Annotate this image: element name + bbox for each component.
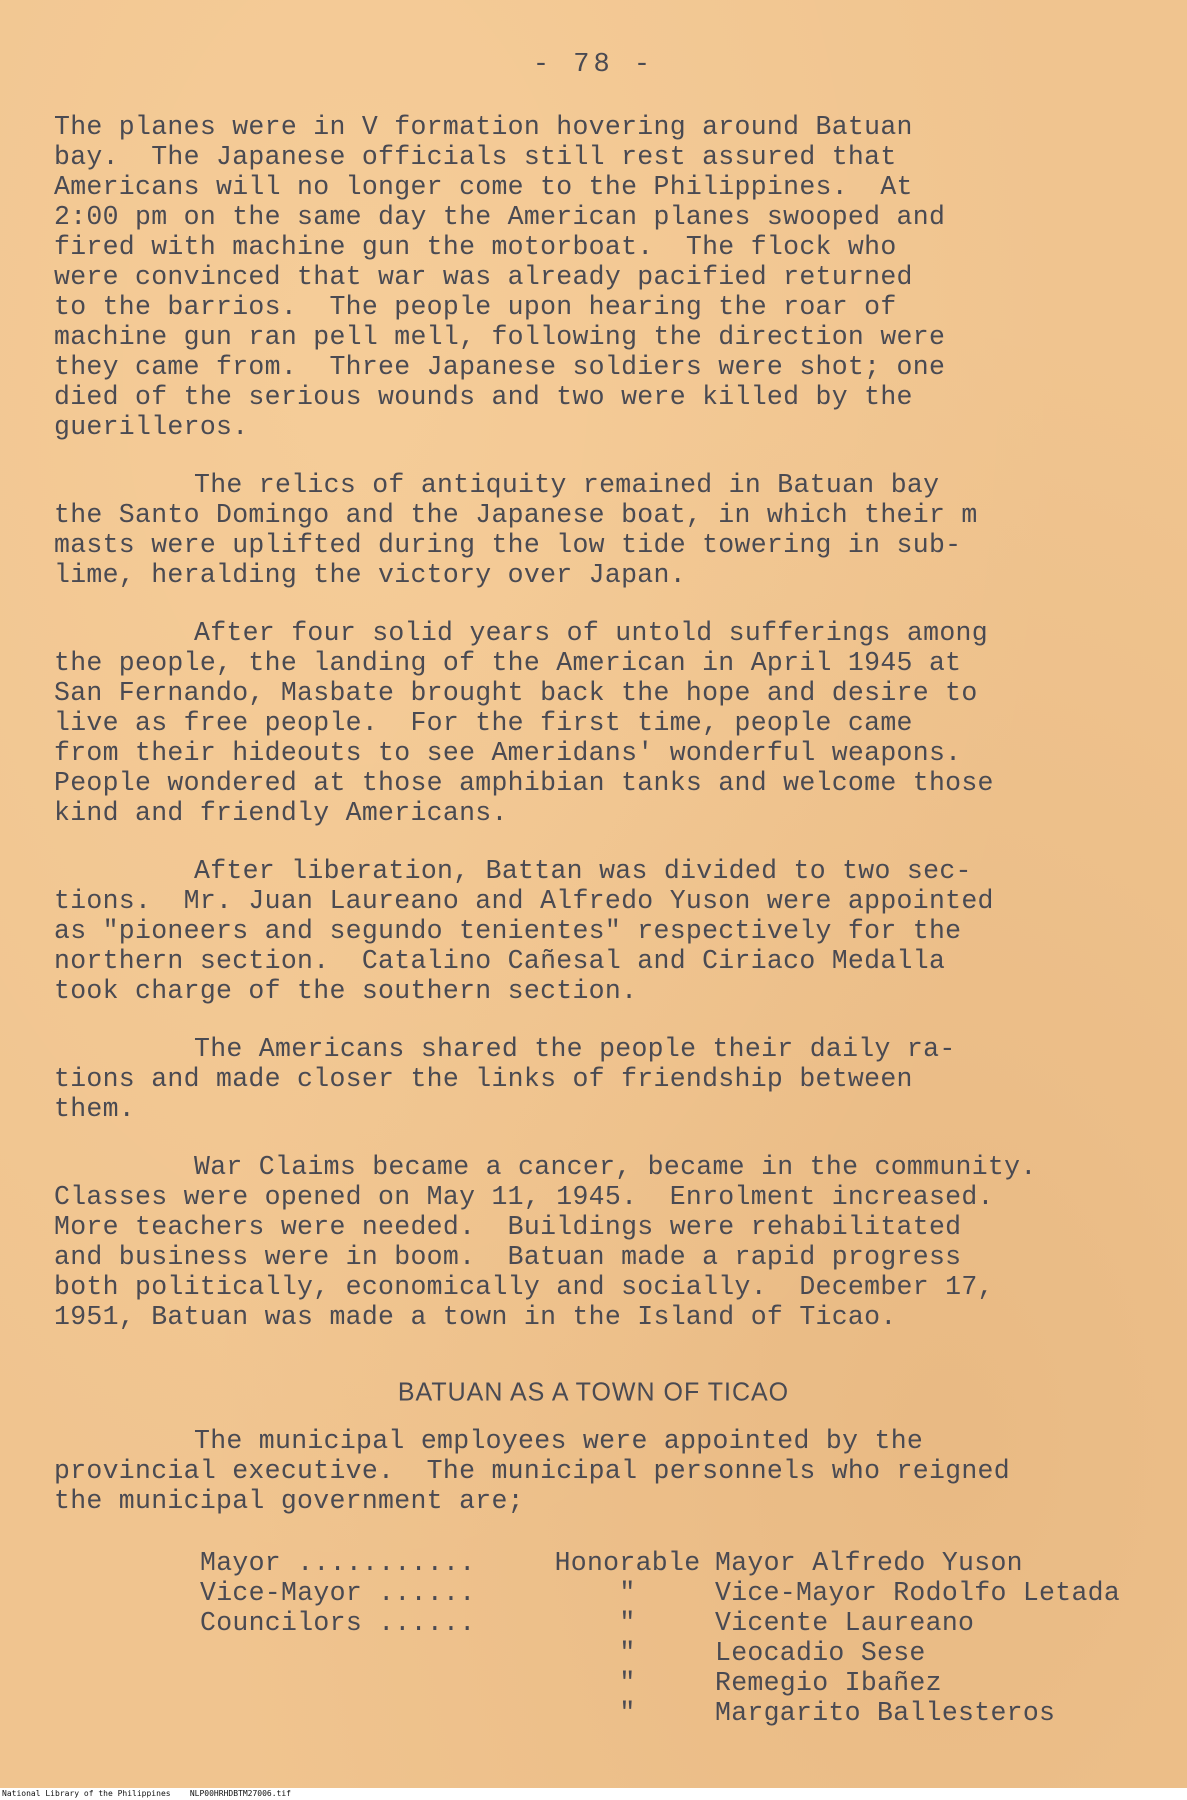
text-line: After four solid years of untold sufferings among bbox=[194, 618, 988, 648]
official-name: Remegio Ibañez bbox=[715, 1668, 942, 1698]
official-row bbox=[200, 1638, 1180, 1668]
official-name: Mayor Alfredo Yuson bbox=[715, 1548, 1023, 1578]
official-position: Councilors ...... bbox=[200, 1608, 476, 1638]
official-row bbox=[200, 1578, 1180, 1608]
official-position: Vice-Mayor ...... bbox=[200, 1578, 476, 1608]
official-position bbox=[200, 1638, 540, 1668]
paragraph-6 bbox=[54, 1152, 1164, 1332]
text-line: masts were uplifted during the low tide towering in sub- bbox=[54, 530, 962, 560]
footer-file-id: NLP00HRHDBTM27006.tif bbox=[189, 1789, 291, 1798]
text-line: both politically, economically and socially. December 17, bbox=[54, 1272, 994, 1302]
text-line: were convinced that war was already pacified returned bbox=[54, 262, 913, 292]
official-name: Leocadio Sese bbox=[715, 1638, 926, 1668]
official-honorific: " bbox=[619, 1608, 636, 1638]
official-position bbox=[200, 1668, 540, 1698]
official-position bbox=[200, 1698, 540, 1728]
section-heading: BATUAN AS A TOWN OF TICAO bbox=[397, 1377, 790, 1407]
text-line: Classes were opened on May 11, 1945. Enrolment increased. bbox=[54, 1182, 994, 1212]
official-honorific: " bbox=[619, 1698, 636, 1728]
official-name: Margarito Ballesteros bbox=[715, 1698, 1056, 1728]
paragraph-5 bbox=[54, 1034, 1164, 1124]
text-line: they came from. Three Japanese soldiers were shot; one bbox=[54, 352, 946, 382]
text-line: tions and made closer the links of friendship between bbox=[54, 1064, 913, 1094]
official-position: Mayor ........... bbox=[200, 1548, 476, 1578]
official-row bbox=[200, 1608, 1180, 1638]
paragraph-3 bbox=[54, 618, 1164, 828]
text-line: People wondered at those amphibian tanks and welcome those bbox=[54, 768, 994, 798]
official-row bbox=[200, 1548, 1180, 1578]
text-line: Americans will no longer come to the Philippines. At bbox=[54, 172, 913, 202]
official-name: Vice-Mayor Rodolfo Letada bbox=[715, 1578, 1121, 1608]
text-line: bay. The Japanese officials still rest assured that bbox=[54, 142, 897, 172]
text-line: kind and friendly Americans. bbox=[54, 798, 508, 828]
text-line: northern section. Catalino Cañesal and Ciriaco Medalla bbox=[54, 946, 946, 976]
official-honorific: Honorable bbox=[554, 1548, 701, 1578]
text-line: 2:00 pm on the same day the American planes swooped and bbox=[54, 202, 946, 232]
text-line: as "pioneers and segundo tenientes" respectively for the bbox=[54, 916, 962, 946]
footer-library: National Library of the Philippines bbox=[2, 1789, 171, 1798]
text-line: the Santo Domingo and the Japanese boat, in which their m bbox=[54, 500, 978, 530]
text-line: fired with machine gun the motorboat. The flock who bbox=[54, 232, 897, 262]
paragraph-4 bbox=[54, 856, 1164, 1006]
text-line: The Americans shared the people their daily ra- bbox=[194, 1034, 956, 1064]
text-line: them. bbox=[54, 1094, 136, 1124]
text-line: War Claims became a cancer, became in the community. bbox=[194, 1152, 1037, 1182]
page-number: - 78 - bbox=[532, 50, 655, 80]
text-line: machine gun ran pell mell, following the direction were bbox=[54, 322, 946, 352]
text-line: After liberation, Battan was divided to two sec- bbox=[194, 856, 972, 886]
text-line: The municipal employees were appointed by the bbox=[194, 1426, 924, 1456]
text-line: The planes were in V formation hovering around Batuan bbox=[54, 112, 913, 142]
official-row bbox=[200, 1668, 1180, 1698]
text-line: 1951, Batuan was made a town in the Island of Ticao. bbox=[54, 1302, 897, 1332]
text-line: provincial executive. The municipal personnels who reigned bbox=[54, 1456, 1010, 1486]
text-line: and business were in boom. Batuan made a rapid progress bbox=[54, 1242, 962, 1272]
text-line: San Fernando, Masbate brought back the hope and desire to bbox=[54, 678, 978, 708]
body-text bbox=[54, 112, 1164, 1360]
official-name: Vicente Laureano bbox=[715, 1608, 975, 1638]
text-line: to the barrios. The people upon hearing the roar of bbox=[54, 292, 897, 322]
paragraph-2 bbox=[54, 470, 1164, 590]
official-row bbox=[200, 1698, 1180, 1728]
text-line: took charge of the southern section. bbox=[54, 976, 638, 1006]
text-line: live as free people. For the first time, people came bbox=[54, 708, 913, 738]
text-line: the people, the landing of the American in April 1945 at bbox=[54, 648, 962, 678]
official-honorific: " bbox=[619, 1638, 636, 1668]
closing-paragraph bbox=[54, 1426, 1164, 1516]
text-line: tions. Mr. Juan Laureano and Alfredo Yuson were appointed bbox=[54, 886, 994, 916]
paragraph-1 bbox=[54, 112, 1164, 442]
text-line: guerilleros. bbox=[54, 412, 249, 442]
text-line: the municipal government are; bbox=[54, 1486, 524, 1516]
official-honorific: " bbox=[619, 1578, 636, 1608]
text-line: died of the serious wounds and two were killed by the bbox=[54, 382, 913, 412]
text-line: lime, heralding the victory over Japan. bbox=[54, 560, 686, 590]
text-line: The relics of antiquity remained in Batuan bay bbox=[194, 470, 940, 500]
officials-list bbox=[200, 1548, 1180, 1728]
text-line: from their hideouts to see Ameridans' wonderful weapons. bbox=[54, 738, 962, 768]
scan-footer bbox=[0, 1788, 1187, 1800]
text-line: More teachers were needed. Buildings were rehabilitated bbox=[54, 1212, 962, 1242]
official-honorific: " bbox=[619, 1668, 636, 1698]
